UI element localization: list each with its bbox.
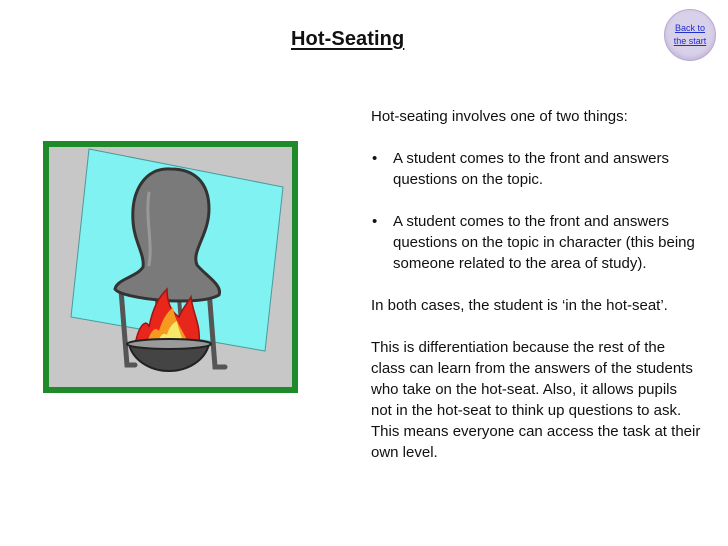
- back-to-start-label[interactable]: Back to the start: [673, 23, 707, 46]
- explanation-text: This is differentiation because the rest of the class can learn from the answers of the students who take on the hot-seat. Also, it allows pupils not in the hot-seat to think up questions to ask. This means everyone can access the task at their own level.: [371, 339, 701, 461]
- back-to-start-button[interactable]: [664, 9, 716, 61]
- page-title: Hot-Seating: [291, 28, 405, 50]
- spacer: [371, 190, 701, 211]
- hot-seat-illustration: [43, 141, 298, 393]
- bullet-list: [371, 148, 701, 190]
- bullet-list: [371, 211, 701, 274]
- list-item: • A student comes to the front and answers questions on the topic in character (this being someone related to the area of study).: [371, 211, 701, 274]
- spacer: [371, 274, 701, 295]
- list-item: • A student comes to the front and answers questions on the topic.: [371, 148, 701, 190]
- intro-text: Hot-seating involves one of two things:: [371, 108, 628, 125]
- spacer: [371, 127, 701, 148]
- content-body: [371, 106, 701, 463]
- spacer: [371, 316, 701, 337]
- both-cases-text: In both cases, the student is ‘in the hot-seat’.: [371, 297, 668, 314]
- chair-over-fire-icon: [49, 147, 292, 387]
